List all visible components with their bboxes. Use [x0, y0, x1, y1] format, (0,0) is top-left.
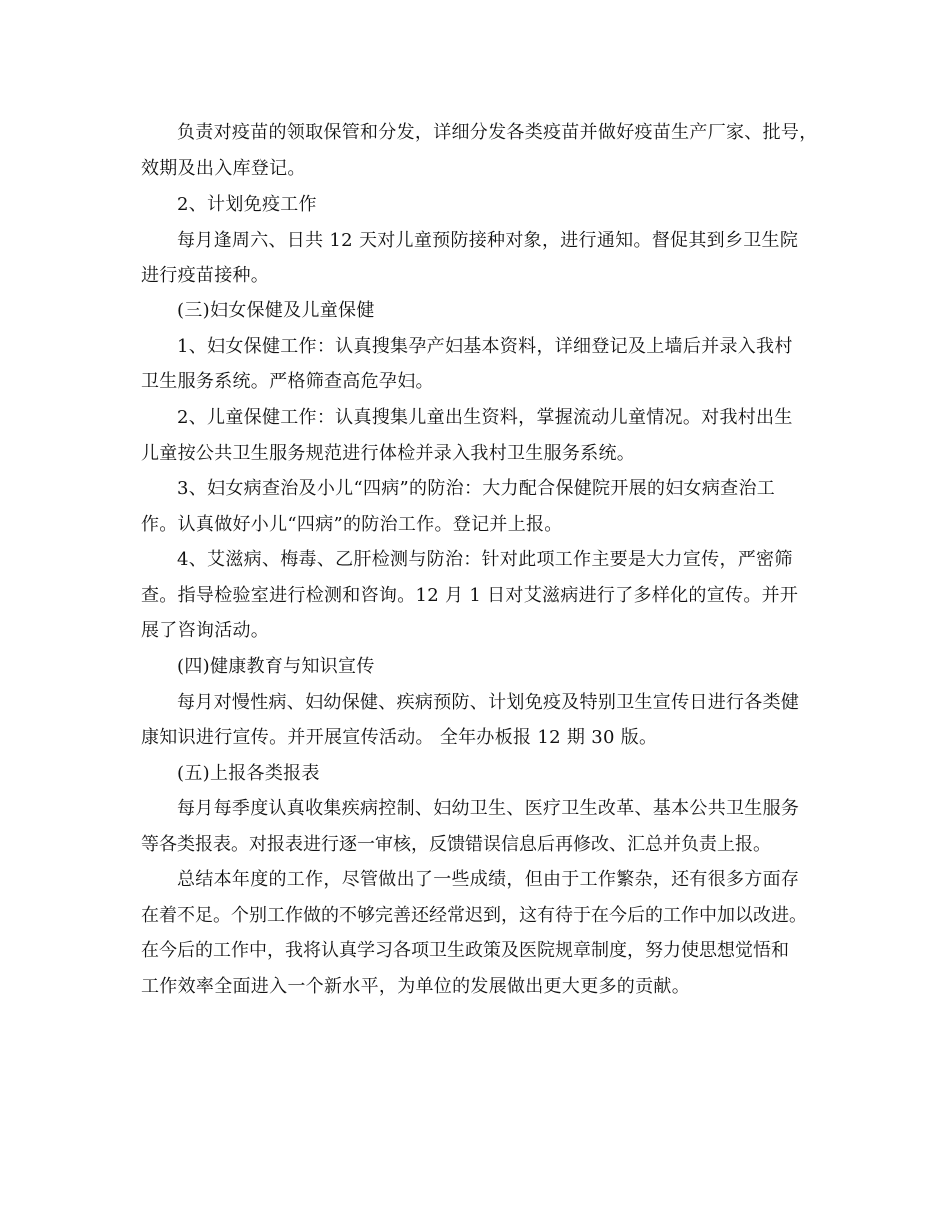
paragraph-line: 每月逢周六、日共 12 天对儿童预防接种对象，进行通知。督促其到乡卫生院 — [177, 230, 799, 251]
section-heading: (四)健康教育与知识宣传 — [177, 656, 375, 677]
paragraph-line: 工作效率全面进入一个新水平，为单位的发展做出更大更多的贡献。 — [141, 976, 690, 997]
paragraph-line: 康知识进行宣传。并开展宣传活动。 全年办板报 12 期 30 版。 — [141, 727, 658, 748]
paragraph-line: 卫生服务系统。严格筛查高危孕妇。 — [141, 371, 434, 392]
paragraph-line: 查。指导检验室进行检测和咨询。12 月 1 日对艾滋病进行了多样化的宣传。并开 — [141, 585, 799, 606]
paragraph-line: 2、儿童保健工作：认真搜集儿童出生资料，掌握流动儿童情况。对我村出生 — [177, 407, 793, 428]
paragraph-line: 在今后的工作中，我将认真学习各项卫生政策及医院规章制度，努力使思想觉悟和 — [141, 940, 789, 961]
paragraph-line: 进行疫苗接种。 — [141, 265, 270, 286]
paragraph-line: 每月对慢性病、妇幼保健、疾病预防、计划免疫及特别卫生宣传日进行各类健 — [177, 692, 800, 713]
paragraph-line: 4、艾滋病、梅毒、乙肝检测与防治：针对此项工作主要是大力宣传，严密筛 — [177, 549, 793, 570]
paragraph-line: 1、妇女保健工作：认真搜集孕产妇基本资料，详细登记及上墙后并录入我村 — [177, 336, 793, 357]
paragraph-line: 总结本年度的工作，尽管做出了一些成绩，但由于工作繁杂，还有很多方面存 — [177, 869, 800, 890]
paragraph-line: 效期及出入库登记。 — [141, 158, 306, 179]
paragraph-line: 3、妇女病查治及小儿“四病”的防治：大力配合保健院开展的妇女病查治工 — [177, 478, 776, 499]
section-heading: (三)妇女保健及儿童保健 — [177, 300, 375, 321]
paragraph-line: 等各类报表。对报表进行逐一审核，反馈错误信息后再修改、汇总并负责上报。 — [141, 834, 771, 855]
paragraph-line: 展了咨询活动。 — [141, 620, 270, 641]
paragraph-line: 作。认真做好小儿“四病”的防治工作。登记并上报。 — [141, 514, 563, 535]
paragraph-line: 儿童按公共卫生服务规范进行体检并录入我村卫生服务系统。 — [141, 443, 636, 464]
paragraph-line: 负责对疫苗的领取保管和分发，详细分发各类疫苗并做好疫苗生产厂家、批号， — [177, 122, 818, 143]
section-heading: (五)上报各类报表 — [177, 763, 320, 784]
paragraph-line: 在着不足。个别工作做的不够完善还经常迟到，这有待于在今后的工作中加以改进。 — [141, 905, 807, 926]
section-heading: 2、计划免疫工作 — [177, 194, 317, 215]
paragraph-line: 每月每季度认真收集疾病控制、妇幼卫生、医疗卫生改革、基本公共卫生服务 — [177, 798, 800, 819]
